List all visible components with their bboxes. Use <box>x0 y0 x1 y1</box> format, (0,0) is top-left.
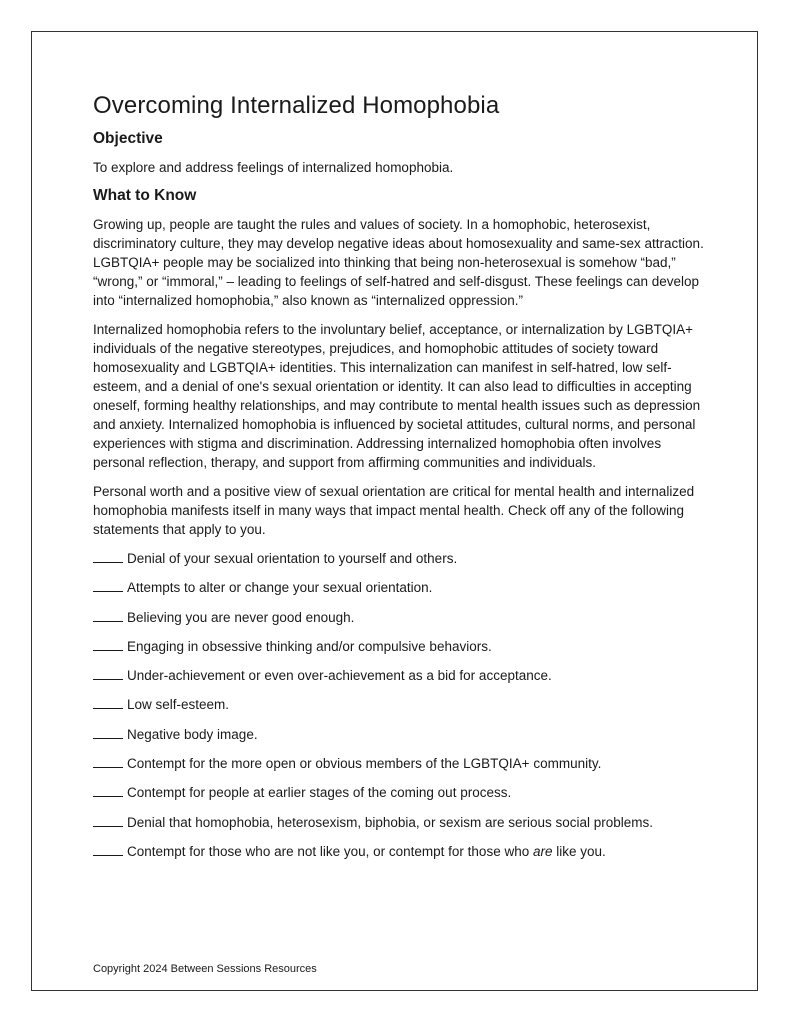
checklist-item-text: Engaging in obsessive thinking and/or compulsive behaviors. <box>127 638 492 654</box>
checklist-item-text: Low self-esteem. <box>127 697 230 713</box>
checkbox-blank[interactable] <box>93 637 123 651</box>
checklist-item <box>93 608 705 627</box>
checkbox-blank[interactable] <box>93 813 123 827</box>
checkbox-blank[interactable] <box>93 754 123 768</box>
checklist-item-text: Believing you are never good enough. <box>127 609 355 625</box>
checklist-item-text: Contempt for the more open or obvious members of the LGBTQIA+ community. <box>127 756 602 772</box>
checkbox-blank[interactable] <box>93 842 123 856</box>
checklist-item-text: Denial that homophobia, heterosexism, biphobia, or sexism are serious social problems. <box>127 814 654 830</box>
checkbox-blank[interactable] <box>93 549 123 563</box>
checkbox-blank[interactable] <box>93 608 123 622</box>
checklist-item-text-start: Contempt for those who are not like you, or contempt for those who <box>127 843 533 859</box>
checklist-item <box>93 578 705 597</box>
paragraph-intro: Growing up, people are taught the rules and values of society. In a homophobic, heterosexist, discriminatory culture, they may develop negative ideas about homosexuality and same-sex attraction. LGBTQIA+ people may be socialized into thinking that being non-heterosexual is somehow “bad,” “wrong,” or “immoral,” – leading to feelings of self-hatred and self-disgust. These feelings can develop into “internalized homophobia,” also known as “internalized oppression.” <box>93 217 704 308</box>
checkbox-blank[interactable] <box>93 695 123 709</box>
copyright-footer: Copyright 2024 Between Sessions Resources <box>93 963 317 975</box>
checklist-item <box>93 783 705 802</box>
checklist-item-text: Denial of your sexual orientation to yourself and others. <box>127 551 458 566</box>
paragraph-instructions: Personal worth and a positive view of sexual orientation are critical for mental health and internalized homophobia manifests itself in many ways that impact mental health. Check off any of the following statements that apply to you. <box>93 484 695 537</box>
page-title: Overcoming Internalized Homophobia <box>93 92 500 119</box>
checkbox-blank[interactable] <box>93 578 123 592</box>
checklist-item-text: Attempts to alter or change your sexual orientation. <box>127 580 433 596</box>
checkbox-blank[interactable] <box>93 725 123 739</box>
checklist-item-text: Under-achievement or even over-achievement as a bid for acceptance. <box>127 668 552 684</box>
checklist-item <box>93 813 705 832</box>
what-to-know-heading: What to Know <box>93 187 197 204</box>
worksheet-content <box>93 92 705 871</box>
checklist-item-emphasis: are <box>532 843 553 859</box>
checklist-item <box>93 754 705 773</box>
checklist-item <box>93 549 705 568</box>
checklist <box>93 549 705 861</box>
objective-text: To explore and address feelings of internalized homophobia. <box>93 160 454 175</box>
checklist-item-text-end: like you. <box>552 843 606 859</box>
paragraph-definition: Internalized homophobia refers to the involuntary belief, acceptance, or internalization by LGBTQIA+ individuals of the negative stereotypes, prejudices, and homophobic attitudes of society toward homosexuality and LGBTQIA+ identities. This internalization can manifest in self-hatred, low self-esteem, and a denial of one's sexual orientation or identity. It can also lead to difficulties in accepting oneself, forming healthy relationships, and may contribute to mental health issues such as depression and anxiety. Internalized homophobia is influenced by societal attitudes, cultural norms, and personal experiences with stigma and discrimination. Addressing internalized homophobia often involves personal reflection, therapy, and support from affirming communities and individuals. <box>93 322 701 470</box>
checkbox-blank[interactable] <box>93 666 123 680</box>
checklist-item <box>93 695 705 714</box>
checklist-item <box>93 842 705 861</box>
checkbox-blank[interactable] <box>93 783 123 797</box>
checklist-item <box>93 666 705 685</box>
checklist-item-text: Negative body image. <box>127 726 258 742</box>
checklist-item <box>93 637 705 656</box>
checklist-item-text: Contempt for people at earlier stages of the coming out process. <box>127 785 512 801</box>
checklist-item <box>93 725 705 744</box>
objective-heading: Objective <box>93 130 163 147</box>
